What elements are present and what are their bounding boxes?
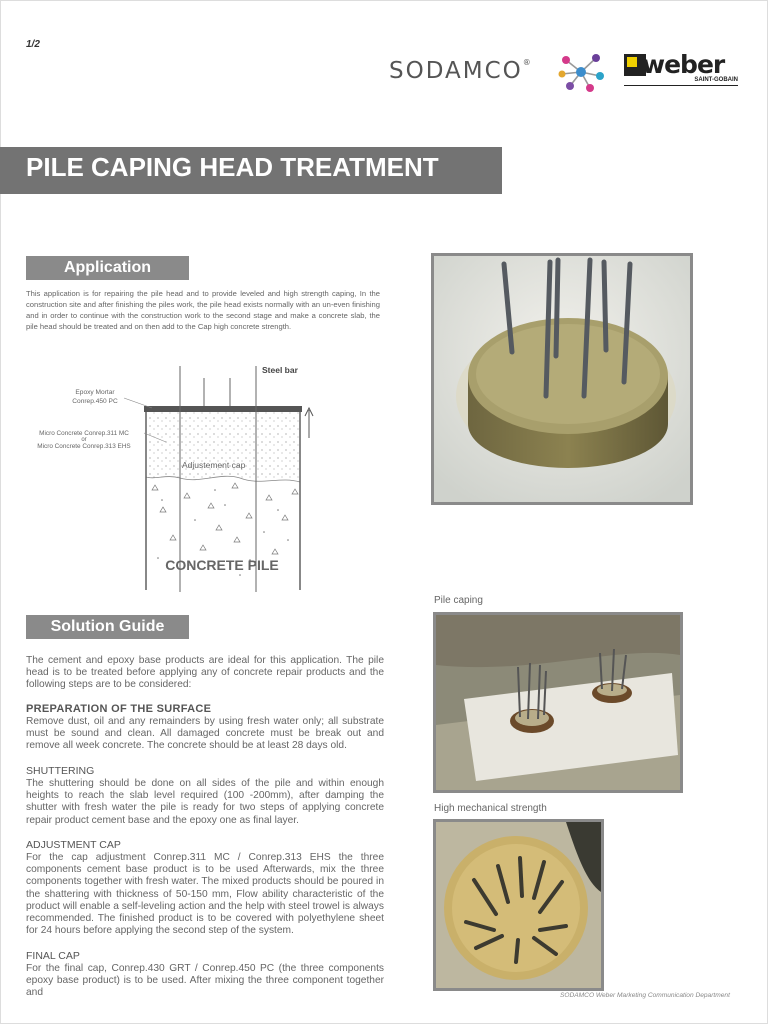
sodamco-molecule-icon [556,50,606,94]
preparation-text: Remove dust, oil and any remainders by using fresh water only; all substrate must be sound and clean. All damaged concrete must be break out and remove all week concrete. The concrete should be at least 28 days old. [26,716,384,752]
footer-text: SODAMCO Weber Marketing Communication Department [560,992,730,999]
micro-concrete-label-line2: Micro Concrete Conrep.313 EHS [37,443,131,450]
solution-guide-heading: Solution Guide [26,615,189,639]
adjustment-cap-text: For the cap adjustment Conrep.311 MC / Conrep.313 EHS the three components cement base product is to be used Afterwards, mix the three components together with fresh water. The mixed products should be poured in the shattering with thickness of 50-150 mm, Flow ability characteristic of the product will enable a self-leveling action and the help with steel trowel is always recommended. The finished product is to be covered with polyethylene sheet for 24 hours before applying the second step of the system. [26,852,384,937]
page-number: 1/2 [26,39,40,50]
pile-cap-photo-3 [433,819,604,991]
micro-concrete-label-line1: Micro Concrete Conrep.311 MC [39,430,129,437]
registered-mark: ® [522,58,531,67]
caption-pile-caping: Pile caping [434,595,483,606]
application-text: This application is for repairing the pile head and to provide leveled and high strength caping, In the construction site and after finishing the piles work, the pile head exists normally with an un-even finishing and in order to continue with the construction work to the second stage and make a concrete slab, the pile head should be treated and on then add to the Cap high concrete strength. [26,289,380,331]
final-cap-text: For the final cap, Conrep.430 GRT / Conrep.450 PC (the three components epoxy base product) is to be used. After mixing the three component together and [26,963,384,999]
pile-cap-photo-1 [431,253,693,505]
sodamco-logo-text: SODAMCO [389,58,523,84]
steel-bar-label: Steel bar [262,365,298,375]
sodamco-logo [389,58,531,84]
pile-cap-photo-2 [433,612,683,793]
weber-underline [624,85,738,86]
concrete-pile-label: CONCRETE PILE [165,557,279,573]
pile-cap-diagram [20,360,390,600]
adjustment-cap-label: Adjustement cap [182,460,246,470]
final-cap-title: FINAL CAP [26,950,80,962]
application-heading: Application [26,256,189,280]
weber-logo-text: weber [642,50,725,79]
shuttering-title: SHUTTERING [26,765,95,777]
weber-logo [624,52,740,88]
epoxy-label-line2: Conrep.450 PC [72,398,118,405]
page-title: PILE CAPING HEAD TREATMENT [26,152,439,182]
weber-saint-gobain: SAINT-GOBAIN [694,77,738,83]
solution-intro: The cement and epoxy base products are ideal for this application. The pile head is to be treated before applying any of concrete repair products and the following steps are to be considered: [26,655,384,691]
micro-concrete-or: or [81,437,87,443]
epoxy-label-line1: Epoxy Mortar [75,389,115,396]
preparation-title: PREPARATION OF THE SURFACE [26,703,212,715]
shuttering-text: The shuttering should be done on all sides of the pile and within enough heights to reach the slab level required (100 -200mm), after damping the shutter with fresh water the pile is ready for two steps of applying concrete repair product cement base and the epoxy one as final layer. [26,778,384,826]
caption-high-mechanical-strength: High mechanical strength [434,803,547,814]
adjustment-cap-title: ADJUSTMENT CAP [26,839,121,851]
